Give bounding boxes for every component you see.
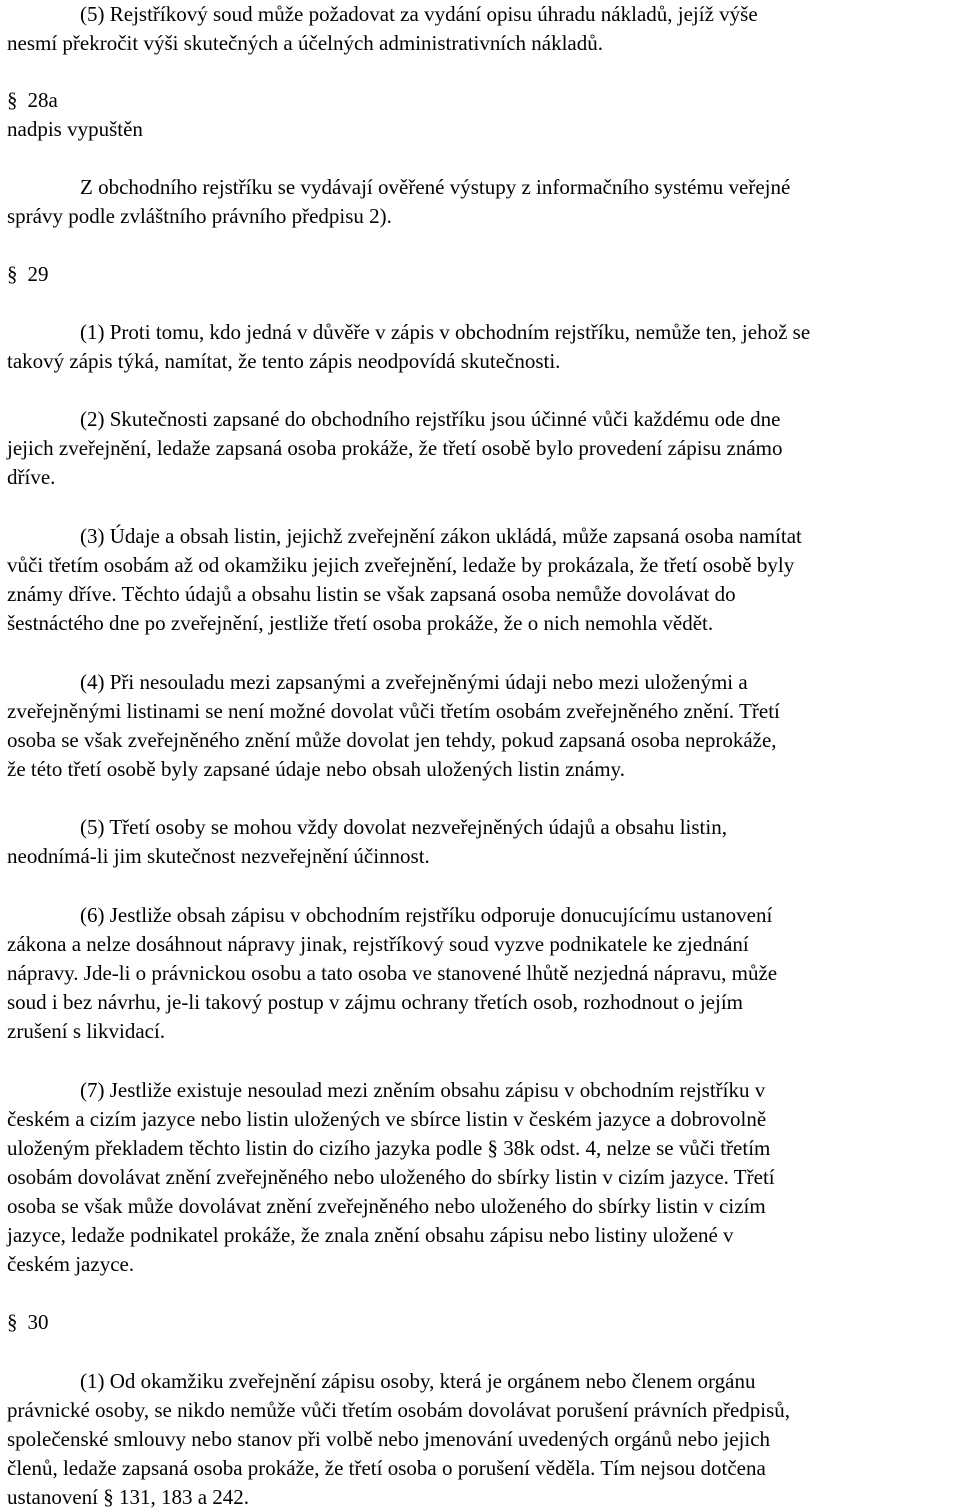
text-line: šestnáctého dne po zveřejnění, jestliže třetí osoba prokáže, že o nich nemohla vědět. [7,611,714,635]
text-line: zákona a nelze dosáhnout nápravy jinak, rejstříkový soud vyzve podnikatele ke zjednání [7,932,749,956]
section-number: 29 [27,262,49,286]
section-heading [7,86,58,115]
text-line: dříve. [7,465,56,489]
text-line: takový zápis týká, namítat, že tento zápis neodpovídá skutečnosti. [7,349,561,373]
text-line: správy podle zvláštního právního předpisu 2). [7,204,392,228]
text-line: právnické osoby, se nikdo nemůže vůči třetím osobám dovolávat porušení právních předpisů, [7,1398,791,1422]
text-line: osoba se však zveřejněného znění může dovolat jen tehdy, pokud zapsaná osoba neprokáže, [7,728,777,752]
text-line: nápravy. Jde-li o právnickou osobu a tato osoba ve stanovené lhůtě nezjedná nápravu, může [7,961,778,985]
text-line: osoba se však může dovolávat znění zveřejněného nebo uloženého do sbírky listin v cizím [7,1194,766,1218]
text-line: společenské smlouvy nebo stanov při volbě nebo jmenování uvedených orgánů nebo jejich [7,1427,771,1451]
text-line: jejich zveřejnění, ledaže zapsaná osoba prokáže, že třetí osobě bylo provedení zápisu známo [7,436,783,460]
section-heading [7,260,49,289]
section-sign: § [7,88,18,112]
text-line: (2) Skutečnosti zapsané do obchodního rejstříku jsou účinné vůči každému ode dne [80,407,781,431]
text-line: (4) Při nesouladu mezi zapsanými a zveřejněnými údaji nebo mezi uloženými a [80,670,748,694]
text-line: osobám dovolávat znění zveřejněného nebo uloženého do sbírky listin v cizím jazyce. Třetí [7,1165,775,1189]
text-line: českém a cizím jazyce nebo listin uložených ve sbírce listin v českém jazyce a dobrovolně [7,1107,767,1131]
text-line: (5) Rejstříkový soud může požadovat za vydání opisu úhradu nákladů, jejíž výše [80,2,758,26]
text-line: členů, ledaže zapsaná osoba prokáže, že třetí osoba o porušení věděla. Tím nejsou dotčena [7,1456,766,1480]
text-line: zrušení s likvidací. [7,1019,166,1043]
text-line: (1) Proti tomu, kdo jedná v důvěře v zápis v obchodním rejstříku, nemůže ten, jehož se [80,320,811,344]
text-line: (6) Jestliže obsah zápisu v obchodním rejstříku odporuje donucujícímu ustanovení [80,903,773,927]
text-line: známy dříve. Těchto údajů a obsahu listin se však zapsaná osoba nemůže dovolávat do [7,582,736,606]
text-line: uloženým překladem těchto listin do cizího jazyka podle § 38k odst. 4, nelze se vůči třetím [7,1136,771,1160]
section-number: 28a [27,88,58,112]
text-line: zveřejněnými listinami se není možné dovolat vůči třetím osobám zveřejněného znění. Třetí [7,699,780,723]
text-line: že této třetí osobě byly zapsané údaje nebo obsah uložených listin známy. [7,757,625,781]
section-sign: § [7,262,18,286]
text-line: Z obchodního rejstříku se vydávají ověřené výstupy z informačního systému veřejné [80,175,791,199]
text-line: vůči třetím osobám až od okamžiku jejich zveřejnění, ledaže by prokázala, že třetí osobě byly [7,553,795,577]
text-line: (3) Údaje a obsah listin, jejichž zveřejnění zákon ukládá, může zapsaná osoba namítat [80,524,802,548]
text-line: soud i bez návrhu, je-li takový postup v zájmu ochrany třetích osob, rozhodnout o jejím [7,990,744,1014]
text-line: nesmí překročit výši skutečných a účelných administrativních nákladů. [7,31,603,55]
text-line: (7) Jestliže existuje nesoulad mezi zněním obsahu zápisu v obchodním rejstříku v [80,1078,766,1102]
text-line: (1) Od okamžiku zveřejnění zápisu osoby, která je orgánem nebo členem orgánu [80,1369,756,1393]
text-line: (5) Třetí osoby se mohou vždy dovolat nezveřejněných údajů a obsahu listin, [80,815,727,839]
section-number: 30 [27,1310,49,1334]
heading-note: nadpis vypuštěn [7,117,143,141]
text-line: neodnímá-li jim skutečnost nezveřejnění účinnost. [7,844,430,868]
text-line: českém jazyce. [7,1252,135,1276]
text-line: ustanovení § 131, 183 a 242. [7,1485,250,1509]
text-line: jazyce, ledaže podnikatel prokáže, že znala znění obsahu zápisu nebo listiny uložené v [7,1223,734,1247]
section-heading [7,1308,49,1337]
section-sign: § [7,1310,18,1334]
